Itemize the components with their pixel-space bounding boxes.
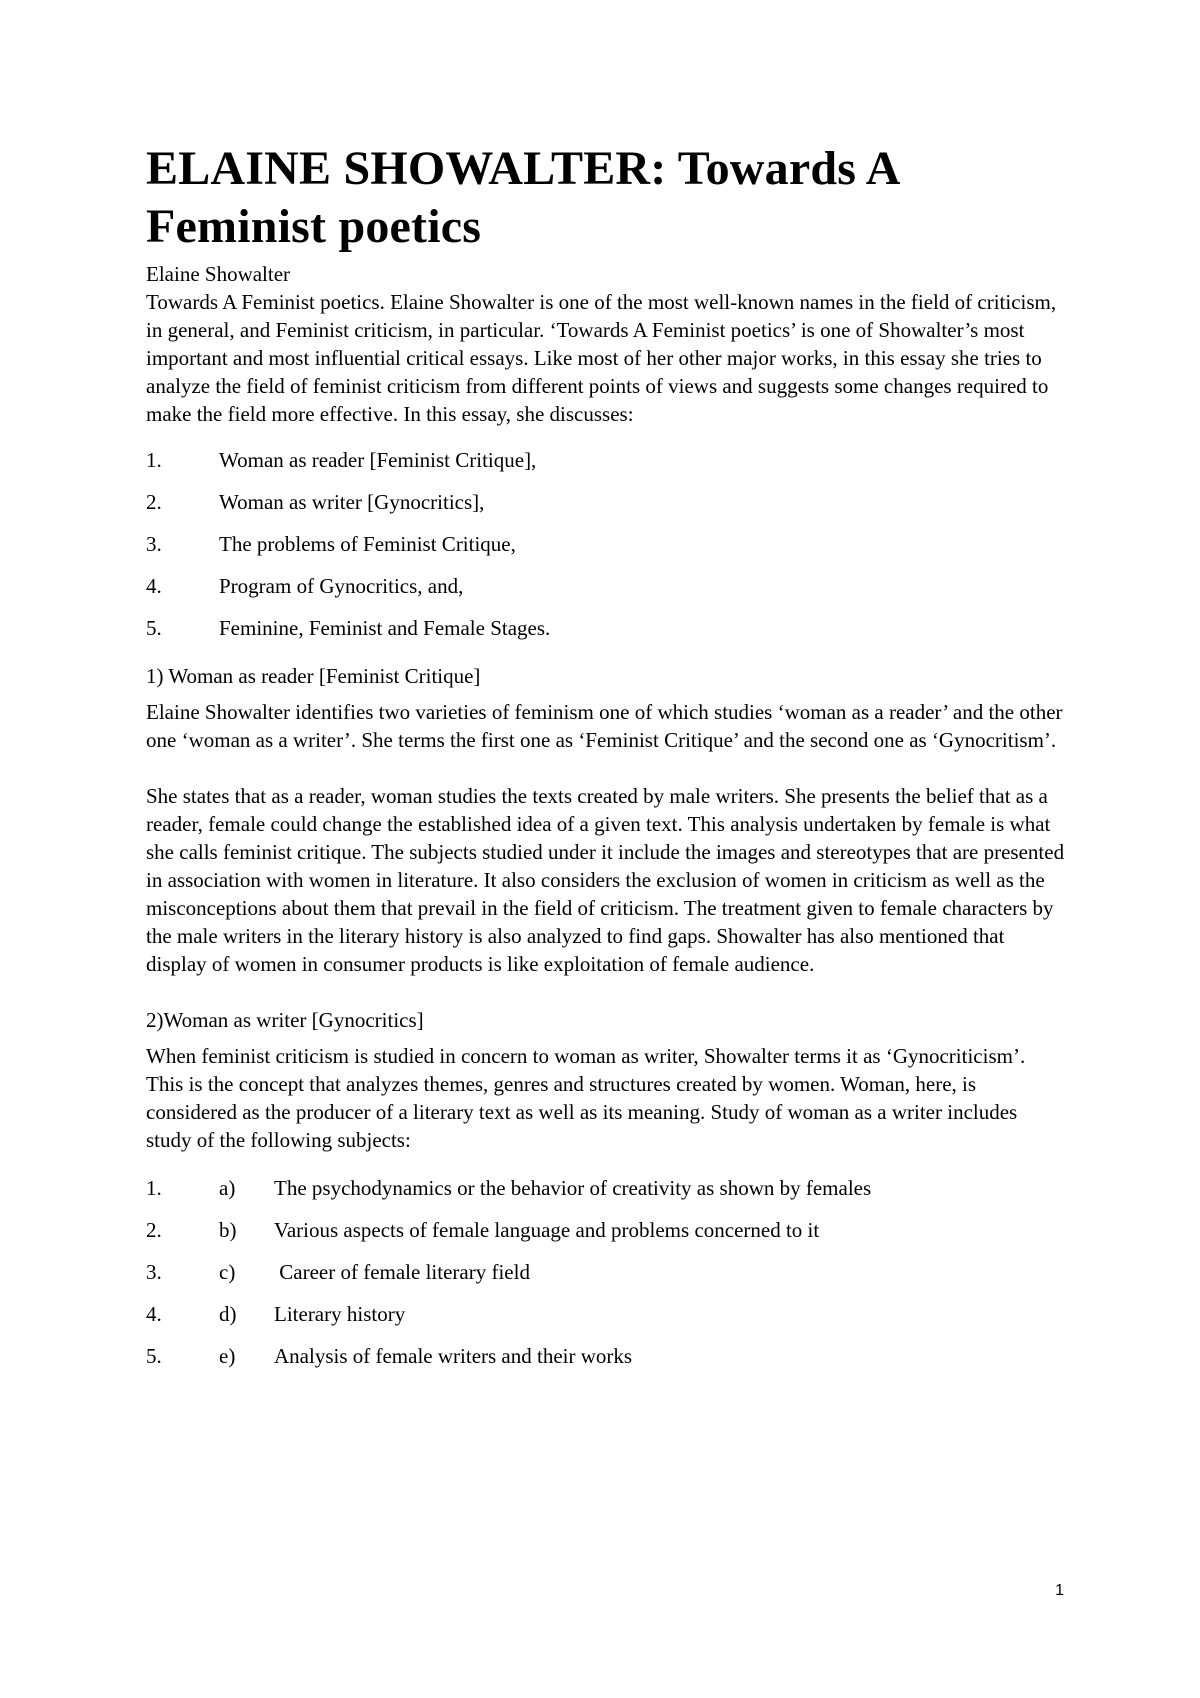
list-item (146, 1300, 1066, 1342)
list-text: Various aspects of female language and problems concerned to it (274, 1218, 820, 1242)
section-2-heading: 2)Woman as writer [Gynocritics] (146, 1008, 424, 1032)
list-text: Career of female literary field (274, 1260, 530, 1284)
list-number: 4. (146, 1302, 162, 1326)
page-number: 1 (1055, 1582, 1064, 1599)
document-page (146, 140, 1066, 1384)
intro-paragraph: Towards A Feminist poetics. Elaine Showalter is one of the most well-known names in the field of criticism, in general, and Feminist criticism, in particular. ‘Towards A Feminist poetics’ is one of Showalter’s most important and most influential critical essays. Like most of her other major works, in this essay she tries to analyze the field of feminist criticism from different points of views and suggests some changes required to make the field more effective. In this essay, she discusses: (146, 290, 1057, 426)
list-item (146, 1342, 1066, 1384)
section-1-paragraph-1: Elaine Showalter identifies two varieties of feminism one of which studies ‘woman as a reader’ and the other one ‘woman as a writer’. She terms the first one as ‘Feminist Critique’ and the second one as ‘Gynocritism’. (146, 700, 1063, 752)
list-item (146, 446, 1066, 488)
section-1-paragraph-2: She states that as a reader, woman studies the texts created by male writers. She presents the belief that as a reader, female could change the established idea of a given text. This analysis undertaken by female is what she calls feminist critique. The subjects studied under it include the images and stereotypes that are presented in association with women in literature. It also considers the exclusion of women in criticism as well as the misconceptions about them that prevail in the field of criticism. The treatment given to female characters by the male writers in the literary history is also analyzed to find gaps. Showalter has also mentioned that display of women in consumer products is like exploitation of female audience. (146, 784, 1065, 976)
list-text: Literary history (274, 1302, 406, 1326)
list-number: 1. (146, 1176, 162, 1200)
list-text: The psychodynamics or the behavior of creativity as shown by females (274, 1176, 872, 1200)
list-text: Analysis of female writers and their works (274, 1344, 633, 1368)
list-letter: a) (219, 1176, 236, 1200)
list-text: The problems of Feminist Critique, (219, 532, 516, 556)
list-item (146, 1216, 1066, 1258)
subjects-list (146, 1174, 1066, 1384)
section-2-paragraph-1: When feminist criticism is studied in concern to woman as writer, Showalter terms it as ‘Gynocriticism’. This is the concept that analyzes themes, genres and structures created by women. Woman, here, is considered as the producer of a literary text as well as its meaning. Study of woman as a writer includes study of the following subjects: (146, 1044, 1026, 1152)
list-text: Woman as writer [Gynocritics], (219, 490, 485, 514)
document-title: ELAINE SHOWALTER: Towards A Feminist poetics (146, 142, 898, 253)
list-text: Feminine, Feminist and Female Stages. (219, 616, 551, 640)
list-number: 3. (146, 1260, 162, 1284)
list-text: Woman as reader [Feminist Critique], (219, 448, 537, 472)
list-number: 4. (146, 574, 162, 598)
list-item (146, 530, 1066, 572)
list-number: 2. (146, 490, 162, 514)
list-letter: e) (219, 1344, 236, 1368)
list-item (146, 614, 1066, 656)
list-letter: b) (219, 1218, 237, 1242)
list-item (146, 572, 1066, 614)
list-number: 5. (146, 1344, 162, 1368)
list-item (146, 488, 1066, 530)
list-number: 5. (146, 616, 162, 640)
author-line: Elaine Showalter (146, 262, 291, 286)
list-letter: c) (219, 1260, 236, 1284)
list-number: 2. (146, 1218, 162, 1242)
list-item (146, 1258, 1066, 1300)
list-item (146, 1174, 1066, 1216)
list-number: 3. (146, 532, 162, 556)
list-text: Program of Gynocritics, and, (219, 574, 464, 598)
topics-list (146, 446, 1066, 656)
list-number: 1. (146, 448, 162, 472)
list-letter: d) (219, 1302, 237, 1326)
section-1-heading: 1) Woman as reader [Feminist Critique] (146, 664, 481, 688)
